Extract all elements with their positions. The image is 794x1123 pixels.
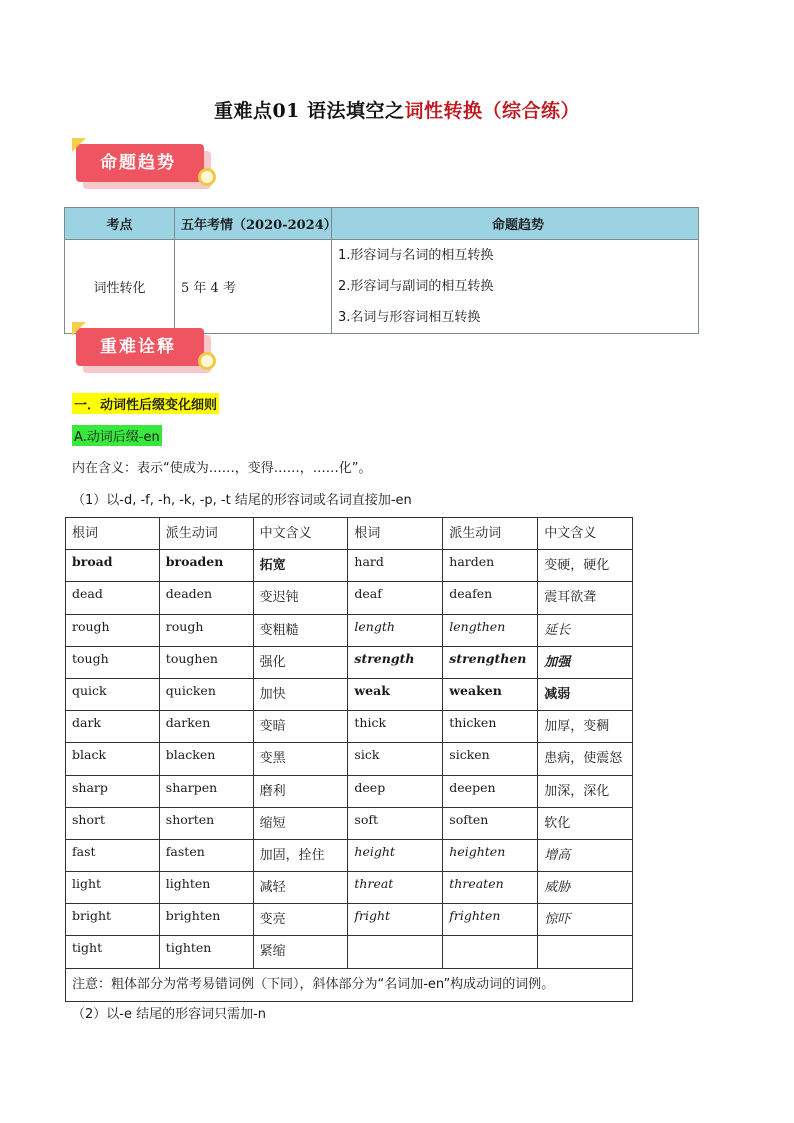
trend-header-topic: 考点 xyxy=(65,208,175,240)
word-cell: deaf xyxy=(348,582,443,614)
word-cell: darken xyxy=(159,711,253,743)
word-cell: lighten xyxy=(159,872,253,904)
word-table-header: 根词 xyxy=(66,518,160,550)
banner-trend xyxy=(76,144,212,190)
table-row xyxy=(66,550,633,582)
word-cell: 加固，拴住 xyxy=(253,839,348,871)
word-cell: 拓宽 xyxy=(253,550,348,582)
word-cell: 威胁 xyxy=(538,872,633,904)
word-cell: broaden xyxy=(159,550,253,582)
word-cell: quick xyxy=(66,678,160,710)
word-cell: black xyxy=(66,743,160,775)
word-cell: frighten xyxy=(443,904,538,936)
word-cell: 加深，深化 xyxy=(538,775,633,807)
word-cell: rough xyxy=(66,614,160,646)
word-cell: bright xyxy=(66,904,160,936)
page-title xyxy=(0,96,794,123)
word-cell: 软化 xyxy=(538,807,633,839)
word-cell: dead xyxy=(66,582,160,614)
word-cell: height xyxy=(348,839,443,871)
word-cell: 变粗糙 xyxy=(253,614,348,646)
trend-header-years: 五年考情（2020-2024） xyxy=(175,208,332,240)
table-row xyxy=(66,872,633,904)
word-cell: 加强 xyxy=(538,646,633,678)
banner-trend-label: 命题趋势 xyxy=(76,144,204,182)
trend-topic: 词性转化 xyxy=(65,240,175,334)
word-cell: heighten xyxy=(443,839,538,871)
table-row xyxy=(66,839,633,871)
word-cell: brighten xyxy=(159,904,253,936)
word-table-header: 派生动词 xyxy=(159,518,253,550)
table-row xyxy=(66,678,633,710)
word-cell: 变黑 xyxy=(253,743,348,775)
word-cell: 强化 xyxy=(253,646,348,678)
word-cell: 变硬，硬化 xyxy=(538,550,633,582)
title-main: 重难点01 语法填空之 xyxy=(213,100,405,122)
word-cell: tough xyxy=(66,646,160,678)
word-cell: 减轻 xyxy=(253,872,348,904)
word-cell: deepen xyxy=(443,775,538,807)
ring-icon xyxy=(198,352,216,370)
trend-point: 1.形容词与名词的相互转换 xyxy=(338,248,494,263)
word-cell: light xyxy=(66,872,160,904)
word-cell: sick xyxy=(348,743,443,775)
title-highlight: 词性转换（综合练） xyxy=(404,100,581,122)
word-cell: fright xyxy=(348,904,443,936)
word-cell: sharpen xyxy=(159,775,253,807)
word-cell: short xyxy=(66,807,160,839)
table-row xyxy=(66,646,633,678)
word-cell: 磨利 xyxy=(253,775,348,807)
word-cell: blacken xyxy=(159,743,253,775)
word-cell: 加厚，变稠 xyxy=(538,711,633,743)
word-cell: sharp xyxy=(66,775,160,807)
word-cell: rough xyxy=(159,614,253,646)
word-cell: 变亮 xyxy=(253,904,348,936)
trend-header-trend: 命题趋势 xyxy=(332,208,699,240)
corner-icon xyxy=(72,138,86,152)
table-row xyxy=(66,614,633,646)
table-row xyxy=(66,582,633,614)
trend-table xyxy=(64,207,699,334)
word-cell xyxy=(348,936,443,968)
word-table-header: 派生动词 xyxy=(443,518,538,550)
word-cell: broad xyxy=(66,550,160,582)
word-cell: weak xyxy=(348,678,443,710)
word-cell: 增高 xyxy=(538,839,633,871)
table-row xyxy=(66,807,633,839)
rule-2-text: （2）以-e 结尾的形容词只需加-n xyxy=(72,1007,267,1022)
word-cell: deafen xyxy=(443,582,538,614)
word-cell: 震耳欲聋 xyxy=(538,582,633,614)
word-cell: 缩短 xyxy=(253,807,348,839)
ring-icon xyxy=(198,168,216,186)
word-cell: soften xyxy=(443,807,538,839)
meaning-text: 内在含义：表示“使成为……，变得……，……化”。 xyxy=(72,461,372,476)
word-cell xyxy=(443,936,538,968)
word-cell: 加快 xyxy=(253,678,348,710)
word-cell: thicken xyxy=(443,711,538,743)
word-cell: soft xyxy=(348,807,443,839)
word-cell: harden xyxy=(443,550,538,582)
banner-explain xyxy=(76,328,212,374)
rule-1-text: （1）以-d, -f, -h, -k, -p, -t 结尾的形容词或名词直接加-en xyxy=(72,493,412,508)
word-cell: tighten xyxy=(159,936,253,968)
table-row xyxy=(66,775,633,807)
word-cell: 惊吓 xyxy=(538,904,633,936)
word-cell: fasten xyxy=(159,839,253,871)
word-cell: hard xyxy=(348,550,443,582)
word-cell: strengthen xyxy=(443,646,538,678)
banner-explain-label: 重难诠释 xyxy=(76,328,204,366)
word-cell: length xyxy=(348,614,443,646)
word-cell: sicken xyxy=(443,743,538,775)
word-cell: fast xyxy=(66,839,160,871)
word-cell: 变暗 xyxy=(253,711,348,743)
word-cell: dark xyxy=(66,711,160,743)
word-cell xyxy=(538,936,633,968)
word-cell: strength xyxy=(348,646,443,678)
word-cell: 变迟钝 xyxy=(253,582,348,614)
word-cell: 紧缩 xyxy=(253,936,348,968)
word-cell: tight xyxy=(66,936,160,968)
word-cell: 患病，使震怒 xyxy=(538,743,633,775)
word-cell: thick xyxy=(348,711,443,743)
word-table-header: 中文含义 xyxy=(253,518,348,550)
word-cell: toughen xyxy=(159,646,253,678)
corner-icon xyxy=(72,322,86,336)
trend-points xyxy=(332,240,699,334)
word-cell: weaken xyxy=(443,678,538,710)
subsection-heading: A.动词后缀-en xyxy=(72,425,162,446)
trend-point: 3.名词与形容词相互转换 xyxy=(338,310,481,325)
word-table-header: 根词 xyxy=(348,518,443,550)
word-cell: 延长 xyxy=(538,614,633,646)
word-table xyxy=(65,517,633,1002)
table-row xyxy=(66,743,633,775)
trend-point: 2.形容词与副词的相互转换 xyxy=(338,279,494,294)
word-cell: quicken xyxy=(159,678,253,710)
trend-years: 5 年 4 考 xyxy=(175,240,332,334)
word-cell: lengthen xyxy=(443,614,538,646)
section-heading: 一．动词性后缀变化细则 xyxy=(72,393,219,414)
word-table-note: 注意：粗体部分为常考易错词例（下同），斜体部分为“名词加-en”构成动词的词例。 xyxy=(66,968,633,1001)
word-cell: threaten xyxy=(443,872,538,904)
table-row xyxy=(66,904,633,936)
word-cell: deep xyxy=(348,775,443,807)
word-cell: shorten xyxy=(159,807,253,839)
table-row xyxy=(66,711,633,743)
word-cell: deaden xyxy=(159,582,253,614)
word-cell: 减弱 xyxy=(538,678,633,710)
table-row xyxy=(66,936,633,968)
word-cell: threat xyxy=(348,872,443,904)
word-table-header: 中文含义 xyxy=(538,518,633,550)
